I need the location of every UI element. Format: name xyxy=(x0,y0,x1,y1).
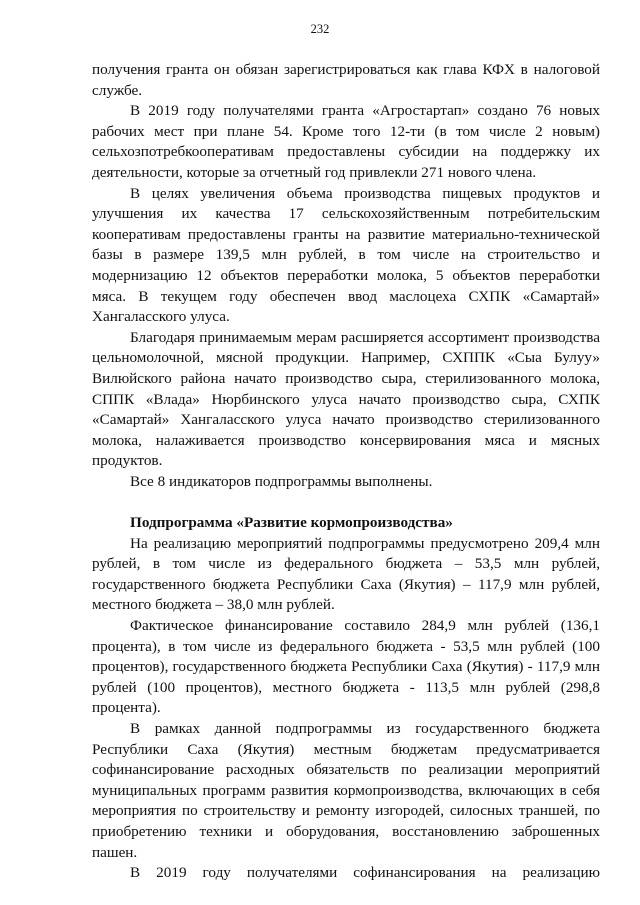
page-body xyxy=(92,60,600,884)
paragraph: В целях увеличения объема производства пищевых продуктов и улучшения их качества 17 сельскохозяйственным потребительским кооперативам предоставлены гранты на развитие материально-технической базы в размере 139,5 млн рублей, в том числе на строительство и модернизацию 12 объектов переработки молока, 5 объектов переработки мяса. В текущем году обеспечен ввод маслоцеха СХПК «Самартай» Хангаласского улуса. xyxy=(92,184,600,326)
paragraph: получения гранта он обязан зарегистрироваться как глава КФХ в налоговой службе. xyxy=(92,61,600,99)
paragraph: Все 8 индикаторов подпрограммы выполнены. xyxy=(130,472,433,490)
paragraph: Фактическое финансирование составило 284,9 млн рублей (136,1 процента), в том числе из федерального бюджета - 53,5 млн рублей (100 процентов), государственного бюджета Республики Саха (Якутия) - 117,9 млн рублей (100 процентов), местного бюджета - 113,5 млн рублей (298,8 процента). xyxy=(92,617,600,717)
paragraph: В 2019 году получателями софинансирования на реализацию xyxy=(130,864,600,882)
paragraph: В 2019 году получателями гранта «Агростартап» создано 76 новых рабочих мест при плане 54. Кроме того 12-ти (в том числе 2 новым) сельхозпотребкооперативам предоставлены субсидии на поддержку их деятельности, которые за отчетный год привлекли 271 нового члена. xyxy=(92,102,600,181)
section-heading: Подпрограмма «Развитие кормопроизводства» xyxy=(130,514,453,532)
paragraph: В рамках данной подпрограммы из государственного бюджета Республики Саха (Якутия) местным бюджетам предусматривается софинансирование расходных обязательств по реализации мероприятий муниципальных программ развития кормопроизводства, включающих в себя мероприятия по строительству и ремонту изгородей, силосных траншей, по приобретению техники и оборудования, восстановлению заброшенных пашен. xyxy=(92,720,600,861)
paragraph: Благодаря принимаемым мерам расширяется ассортимент производства цельномолочной, мясной продукции. Например, СХППК «Сыа Булуу» Вилюйского района начато производство сыра, стерилизованного молока, СППК «Влада» Нюрбинского улуса начато производство сыра, СХПК «Самартай» Хангаласского улуса начато производство стерилизованного молока, налаживается производство консервирования мяса и мясных продуктов. xyxy=(92,328,600,470)
paragraph: На реализацию мероприятий подпрограммы предусмотрено 209,4 млн рублей, в том числе из федерального бюджета – 53,5 млн рублей, государственного бюджета Республики Саха (Якутия) – 117,9 млн рублей, местного бюджета – 38,0 млн рублей. xyxy=(92,534,600,614)
page-number: 232 xyxy=(310,22,330,36)
